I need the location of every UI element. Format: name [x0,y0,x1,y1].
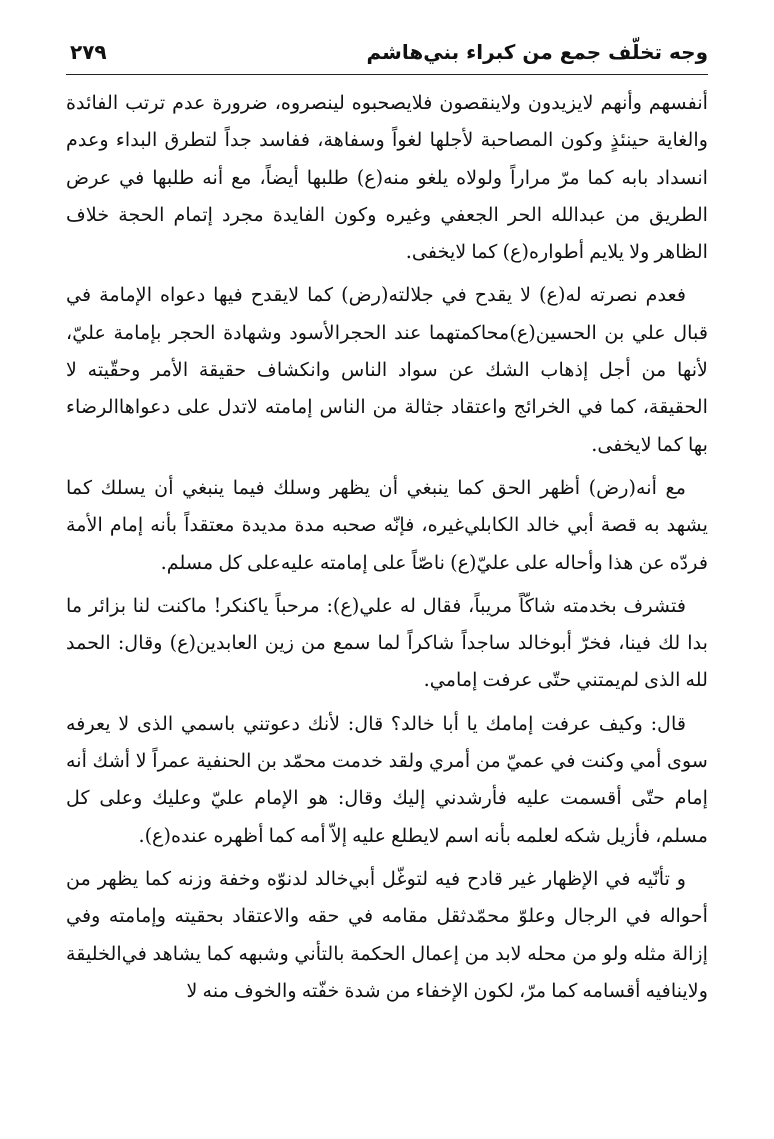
paragraph: فعدم نصرته له(ع) لا يقدح في جلالته(رض) كما لايقدح فيها دعواه الإمامة في قبال علي بن الحسين(ع)محاكمتهما عند الحجرالأسود وشهادة الحجر بإمامة عليّ، لأنها من أجل إذهاب الشك عن سواد الناس وانكشاف حقيقة الأمر وحقّيته لا الحقيقة، كما في الخرائج واعتقاد جثالة من الناس إمامته لاتدل على دعواهاالرضاء بها كما لايخفى. [66,283,708,456]
body-text [66,75,708,1009]
page-number: ٢٧٩ [70,40,107,64]
paragraph-continued: أنفسهم وأنهم لايزيدون ولاينقصون فلايصحبوه لينصروه، ضرورة عدم ترتب الفائدة والغاية حينئذٍ وكون المصاحبة لأجلها لغواً وسفاهة، ففاسد جداً لتطرق البداء وعدم انسداد بابه كما مرّ مراراً ولولاه يلغو منه(ع) طلبها أيضاً، مع أنه طلبها في عرض الطريق من عبدالله الحر الجعفي وغيره وكون الفايدة مجرد إتمام الحجة خلاف الظاهر ولا يلايم أطواره(ع) كما لايخفى. [66,91,708,264]
paragraph: و تأنّيه في الإظهار غير قادح فيه لتوغّل أبي‌خالد لدنوّه وخفة وزنه كما يظهر من أحواله في الرجال وعلوّ محمّدثقل مقامه في حقه والاعتقاد بحقيته وإمامته وفي إزالة مثله ولو من محله لابد من إعمال الحكمة بالتأني وشبهه كما يشاهد في‌الخليقة ولاينافيه أقسامه كما مرّ، لكون الإخفاء من شدة خفّته والخوف منه لا [66,866,708,1002]
running-header [66,30,708,75]
book-page [66,30,708,1125]
paragraph: فتشرف بخدمته شاكّاً مريباً، فقال له علي(ع): مرحباً ياكنكر! ماكنت لنا بزائر ما بدا لك فينا، فخرّ أبوخالد ساجداً شاكراً لما سمع من زين العابدين(ع) وقال: الحمد لله الذى لم‌يمتني حتّى عرفت إمامي. [66,593,708,692]
paragraph: مع أنه(رض) أظهر الحق كما ينبغي أن يظهر وسلك فيما ينبغي أن يسلك كما يشهد به قصة أبي خالد الكابلي‌غيره، فإنّه صحبه مدة مديدة معتقداً بأنه إمام الأمة فردّه عن هذا وأحاله على عليّ(ع) ناصّاً على إمامته عليه‌على كل مسلم. [66,475,708,574]
paragraph: قال: وكيف عرفت إمامك يا أبا خالد؟ قال: لأنك دعوتني باسمي الذى لا يعرفه سوى أمي وكنت في عميّ من أمري ولقد خدمت محمّد بن الحنفية عمراً لا أشك أنه إمام حتّى أقسمت عليه فأرشدني إليك وقال: هو الإمام عليّ وعليك وعلى كل مسلم، فأزيل شكه لعلمه بأنه اسم لايطلع عليه إلاّ أمه كما أظهره عنده(ع). [66,711,708,847]
running-title: وجه تخلّف جمع من كبراء بني‌هاشم [366,40,708,64]
